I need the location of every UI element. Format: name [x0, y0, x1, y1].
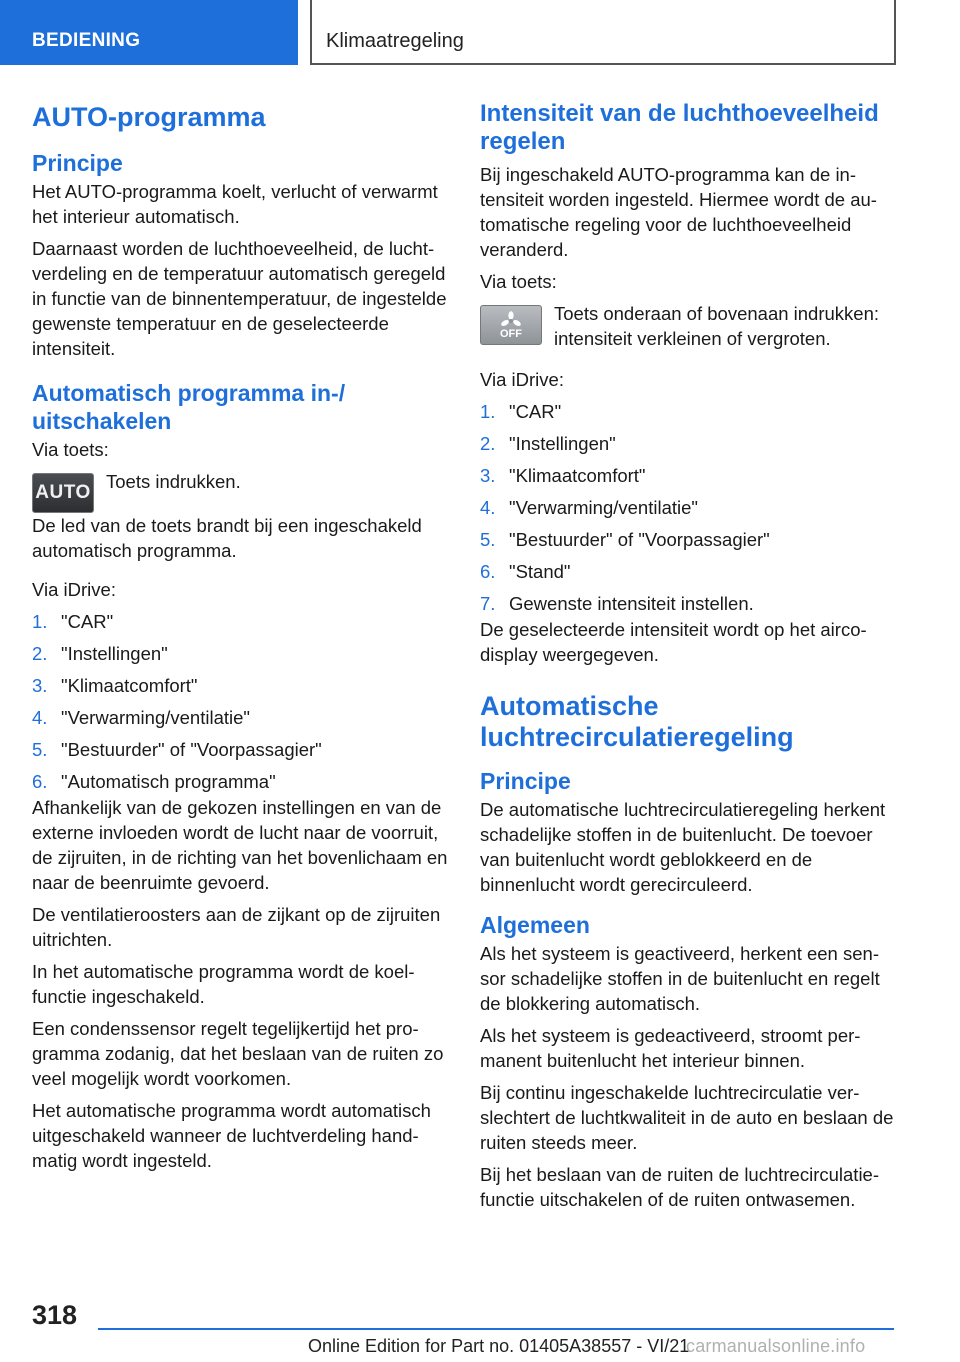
- idrive-steps-list: [480, 399, 898, 616]
- fan-button-icon: [480, 305, 542, 345]
- instruction-text: De led van de toets brandt bij een ingeschakeld automatisch programma.: [32, 515, 422, 561]
- list-item: 1. "CAR": [32, 611, 114, 632]
- heading-switch-auto: Automatisch programma in-/ uitschakelen: [32, 380, 346, 434]
- fan-button-instruction: [480, 301, 898, 357]
- list-item: 4. "Verwarming/ventilatie": [32, 707, 250, 728]
- paragraph: Als het systeem is gedeactiveerd, stroomt permanent buitenlucht het interieur binnen.: [480, 1025, 861, 1071]
- list-item: 1. "CAR": [480, 401, 562, 422]
- heading-luchtrecirculatie: Automatische luchtrecirculatieregeling: [480, 691, 794, 752]
- paragraph: De ventilatieroosters aan de zijkant op de zijruiten uitrichten.: [32, 904, 441, 950]
- page-number: 318: [32, 1300, 78, 1330]
- chapter-title: Klimaatregeling: [326, 30, 464, 52]
- section-title: BEDIENING: [32, 30, 141, 51]
- instruction-text: Toets indrukken.: [106, 471, 241, 492]
- paragraph: Het automatische programma wordt automatisch uitgeschakeld wanneer de luchtverdeling handmatig wordt ingesteld.: [32, 1100, 431, 1171]
- idrive-steps-list: [32, 609, 450, 794]
- edition-text: Online Edition for Part no. 01405A38557 - VI/21: [308, 1336, 690, 1356]
- via-toets-label: Via toets:: [480, 271, 557, 292]
- list-item: 2. "Instellingen": [32, 643, 168, 664]
- list-item: 3. "Klimaatcomfort": [32, 675, 198, 696]
- list-item: 4. "Verwarming/ventilatie": [480, 497, 698, 518]
- paragraph: In het automatische programma wordt de koelfunctie ingeschakeld.: [32, 961, 415, 1007]
- paragraph: De geselecteerde intensiteit wordt op het aircodisplay weergegeven.: [480, 619, 867, 665]
- paragraph: Bij ingeschakeld AUTO-programma kan de intensiteit worden ingesteld. Hiermee wordt de automatische regeling voor de luchthoeveelheid veranderd.: [480, 164, 877, 260]
- paragraph: Afhankelijk van de gekozen instellingen en van de externe invloeden wordt de lucht naar de voorruit, de zijruiten, in de richting van het bovenlichaam en naar de beenruimte gevoerd.: [32, 797, 448, 893]
- paragraph: Bij het beslaan van de ruiten de luchtrecirculatiefunctie uitschakelen of de ruiten ontwasemen.: [480, 1164, 880, 1210]
- list-item: 2. "Instellingen": [480, 433, 616, 454]
- left-column: [32, 100, 450, 1180]
- heading-principe: Principe: [480, 768, 571, 794]
- footer-divider: [98, 1328, 894, 1330]
- paragraph: Als het systeem is geactiveerd, herkent een sensor schadelijke stoffen in de buitenlucht en regelt de blokkering automatisch.: [480, 943, 880, 1014]
- paragraph: Daarnaast worden de luchthoeveelheid, de luchtverdeling en de temperatuur automatisch geregeld in functie van de binnentemperatuur, de ingestelde gewenste temperatuur en de geselecteerde intensiteit.: [32, 238, 447, 359]
- auto-button-icon: [32, 473, 94, 513]
- paragraph: Bij continu ingeschakelde luchtrecirculatie verslechtert de luchtkwaliteit in de auto en beslaan de ruiten steeds meer.: [480, 1082, 894, 1153]
- list-item: 5. "Bestuurder" of "Voorpassagier": [32, 739, 322, 760]
- list-item: 7. Gewenste intensiteit instellen.: [480, 593, 754, 614]
- heading-principe: Principe: [32, 150, 123, 176]
- list-item: 5. "Bestuurder" of "Voorpassagier": [480, 529, 770, 550]
- chapter-tab: [310, 0, 896, 65]
- heading-intensiteit: Intensiteit van de luchthoeveelheid regelen: [480, 100, 879, 155]
- paragraph: Een condenssensor regelt tegelijkertijd het programma zodanig, dat het beslaan van de ruiten zo veel mogelijk wordt voorkomen.: [32, 1018, 444, 1089]
- via-idrive-label: Via iDrive:: [32, 579, 116, 600]
- list-item: 6. "Stand": [480, 561, 571, 582]
- right-column: [480, 100, 898, 1219]
- watermark-text: carmanualsonline.info: [686, 1336, 866, 1356]
- heading-auto-programma: AUTO-programma: [32, 102, 266, 132]
- via-toets-label: Via toets:: [32, 439, 109, 460]
- instruction-text: Toets onderaan of bovenaan indrukken: intensiteit verkleinen of vergroten.: [554, 303, 880, 349]
- list-item: 3. "Klimaatcomfort": [480, 465, 646, 486]
- auto-button-instruction: [32, 469, 450, 513]
- via-idrive-label: Via iDrive:: [480, 369, 564, 390]
- list-item: 6. "Automatisch programma": [32, 771, 276, 792]
- section-tab: [0, 0, 298, 65]
- fan-button-label: OFF: [500, 327, 522, 340]
- heading-algemeen: Algemeen: [480, 912, 590, 938]
- paragraph: Het AUTO-programma koelt, verlucht of verwarmt het interieur automatisch.: [32, 181, 438, 227]
- paragraph: De automatische luchtrecirculatieregeling herkent schadelijke stoffen in de buitenlucht. De toevoer van buitenlucht wordt geblokkeerd en de binnenlucht wordt gerecirculeerd.: [480, 799, 886, 895]
- fan-icon: [500, 311, 522, 329]
- auto-button-label: AUTO: [35, 482, 91, 503]
